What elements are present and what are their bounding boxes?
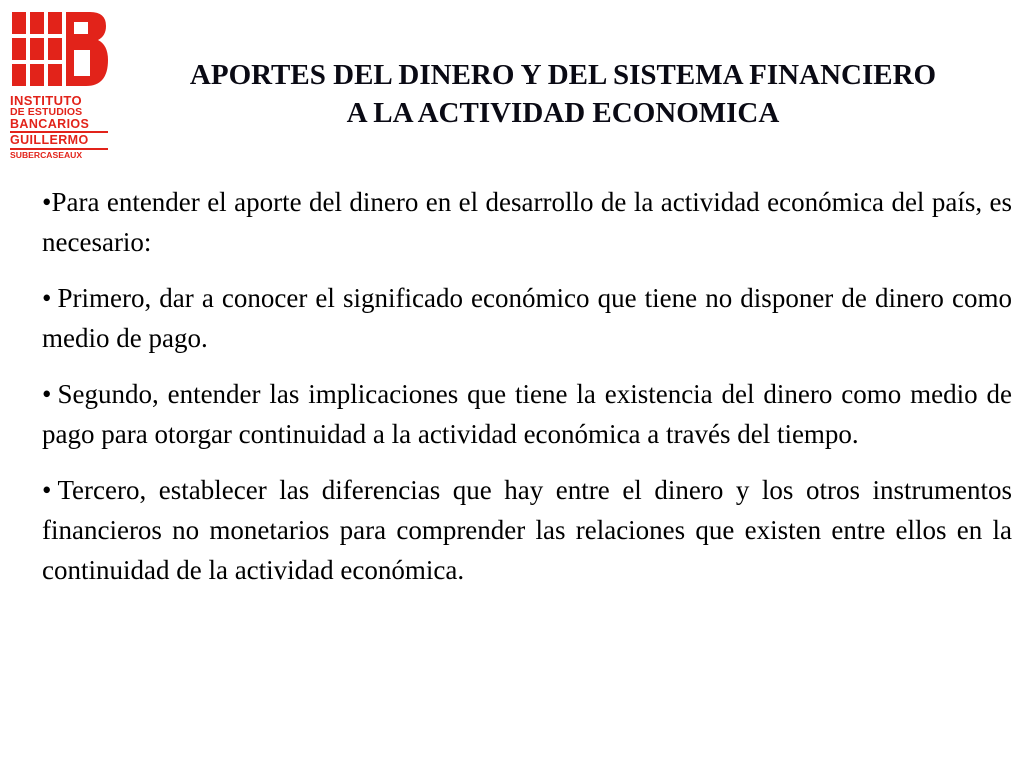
- slide-body: [42, 182, 1012, 606]
- bullet-icon: •: [42, 283, 52, 313]
- slide-title-line-2: A LA ACTIVIDAD ECONOMICA: [346, 97, 780, 129]
- logo-line: INSTITUTO: [10, 93, 82, 108]
- paragraph-text: Tercero, establecer las diferencias que hay entre el dinero y los otros instrumentos financieros no monetarios para comprender las relaciones que existen entre ellos en la continuidad de la actividad económica.: [42, 475, 1012, 585]
- bullet-paragraph: [42, 470, 1012, 590]
- institute-logo: [10, 10, 110, 158]
- logo-wordmark: [10, 94, 110, 159]
- ieb-logo-mark-icon: [10, 10, 110, 90]
- paragraph-text: Para entender el aporte del dinero en el desarrollo de la actividad económica del país, es necesario:: [42, 187, 1012, 257]
- bullet-icon: •: [42, 379, 52, 409]
- paragraph-text: Segundo, entender las implicaciones que tiene la existencia del dinero como medio de pago para otorgar continuidad a la actividad económica a través del tiempo.: [42, 379, 1012, 449]
- bullet-paragraph: [42, 182, 1012, 262]
- logo-line: DE ESTUDIOS: [10, 106, 83, 118]
- slide-title: [118, 56, 1008, 132]
- logo-line: SUBERCASEAUX: [10, 149, 83, 160]
- bullet-icon: •: [42, 187, 52, 217]
- bullet-paragraph: [42, 278, 1012, 358]
- bullet-paragraph: [42, 374, 1012, 454]
- logo-line: BANCARIOS: [10, 116, 90, 131]
- slide-title-line-1: APORTES DEL DINERO Y DEL SISTEMA FINANCIERO: [189, 59, 937, 91]
- logo-line: GUILLERMO: [10, 133, 89, 147]
- bullet-icon: •: [42, 475, 52, 505]
- paragraph-text: Primero, dar a conocer el significado económico que tiene no disponer de dinero como medio de pago.: [42, 283, 1012, 353]
